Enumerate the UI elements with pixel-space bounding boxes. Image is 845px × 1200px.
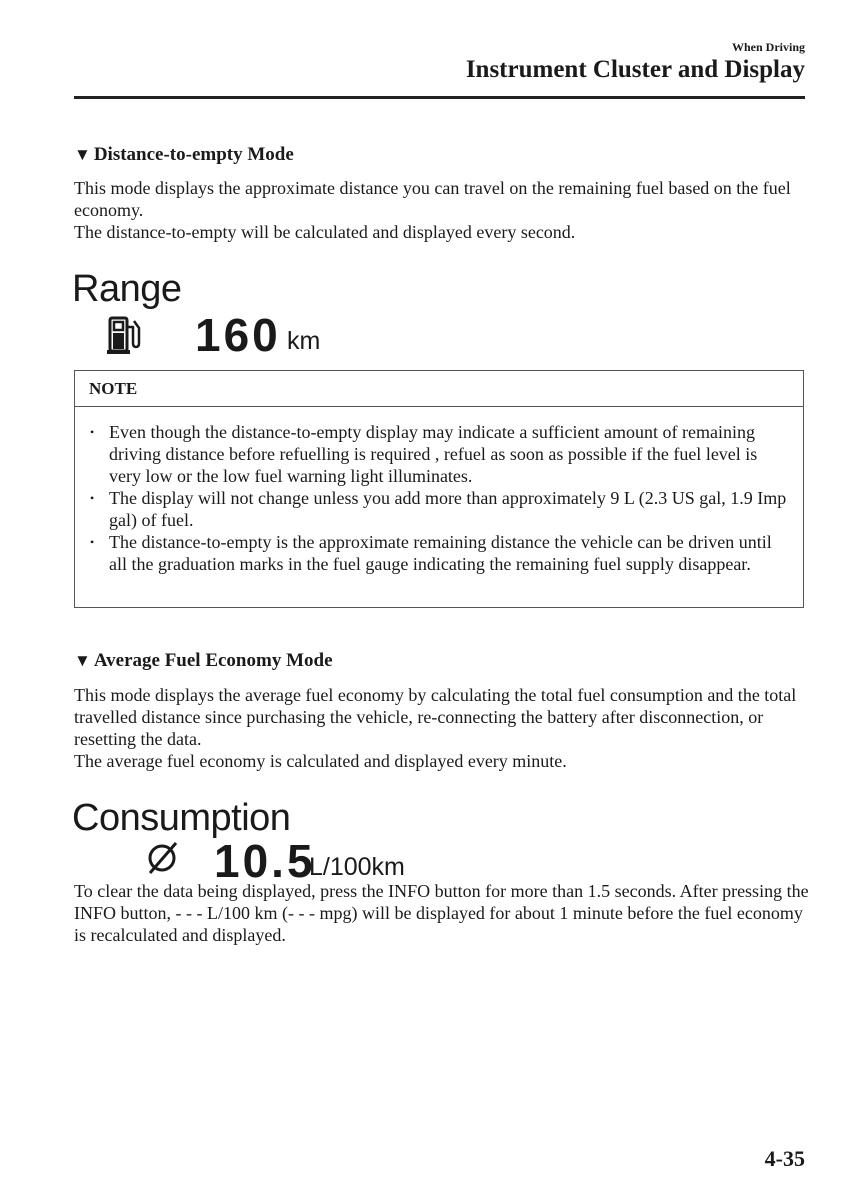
page-number: 4-35 — [764, 1146, 805, 1171]
clear-data-text: To clear the data being displayed, press the INFO button for more than 1.5 seconds. After pressing the INFO button, - - - L/100 km (- - - mpg) will be displayed for about 1 minute before the fuel economy is recalculated and displayed. — [74, 881, 809, 945]
range-value: 160 — [195, 309, 281, 361]
header-rule — [74, 96, 805, 99]
average-symbol-icon — [143, 838, 183, 878]
note-label: NOTE — [89, 379, 138, 398]
note-header — [75, 371, 803, 407]
dte-paragraph-line: This mode displays the approximate distance you can travel on the remaining fuel based on the fuel economy. — [74, 178, 791, 220]
avg-paragraph-line: The average fuel economy is calculated and displayed every minute. — [74, 751, 567, 771]
section-label: When Driving — [731, 40, 805, 54]
avg-paragraph-line: This mode displays the average fuel economy by calculating the total fuel consumption and the total travelled distance since purchasing the vehicle, re-connecting the battery after disconnection, or resetting the data. — [74, 685, 797, 749]
note-item: • The display will not change unless you add more than approximately 9 L (2.3 US gal, 1.9 Imp gal) of fuel. — [89, 487, 789, 531]
consumption-display-title: Consumption — [72, 797, 291, 839]
dte-paragraph-line: The distance-to-empty will be calculated and displayed every second. — [74, 222, 576, 242]
range-unit: km — [287, 327, 321, 355]
fuel-pump-icon — [106, 315, 146, 357]
note-list — [89, 421, 789, 575]
avg-heading — [74, 650, 333, 672]
dte-heading-text: Distance-to-empty Mode — [93, 144, 294, 165]
dte-heading — [74, 144, 294, 166]
page-title: Instrument Cluster and Display — [465, 56, 805, 83]
note-box — [74, 370, 804, 608]
consumption-unit: L/100km — [309, 853, 405, 881]
consumption-value: 10.5 — [214, 835, 316, 887]
avg-heading-text: Average Fuel Economy Mode — [93, 650, 333, 671]
range-display-title: Range — [72, 268, 182, 310]
triangle-bullet-icon: ▼ — [74, 651, 91, 670]
dte-paragraph — [74, 177, 814, 243]
note-item: • The distance-to-empty is the approximate remaining distance the vehicle can be driven until all the graduation marks in the fuel gauge indicating the remaining fuel supply disappear. — [89, 531, 789, 575]
note-item: • Even though the distance-to-empty display may indicate a sufficient amount of remaining driving distance before refuelling is required , refuel as soon as possible if the fuel level is very low or the low fuel warning light illuminates. — [89, 421, 789, 487]
avg-paragraph — [74, 684, 814, 772]
triangle-bullet-icon: ▼ — [74, 145, 91, 164]
clear-data-paragraph — [74, 880, 814, 946]
